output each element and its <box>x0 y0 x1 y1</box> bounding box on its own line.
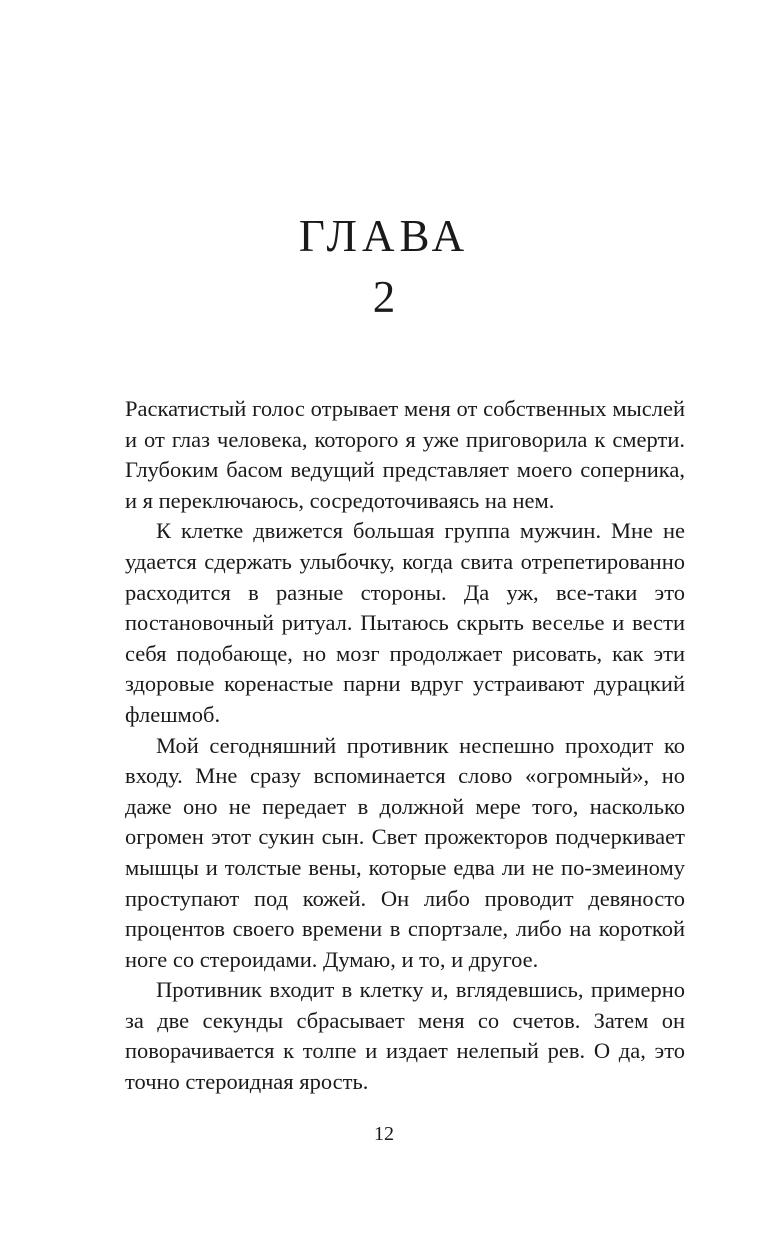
paragraph-2: К клетке движется большая группа мужчин. Мне не удается сдержать улыбочку, когда свита отрепетированно расходится в разные стороны. Да уж, все-таки это постановочный ритуал. Пытаюсь скрыть веселье и вести себя подобающе, но мозг продолжает рисовать, как эти здоровые коренастые парни вдруг устраивают дурацкий флешмоб. <box>125 518 685 727</box>
paragraph-1: Раскатистый голос отрывает меня от собственных мыслей и от глаз человека, которого я уже приговорила к смерти. Глубоким басом ведущий представляет моего соперника, и я переключаюсь, сосредоточиваясь на нем. <box>125 396 685 513</box>
chapter-number: 2 <box>372 272 396 322</box>
chapter-heading <box>0 208 768 325</box>
paragraph-4: Противник входит в клетку и, вглядевшись, примерно за две секунды сбрасывает меня со счетов. Затем он поворачивается к толпе и издает нелепый рев. О да, это точно стероидная ярость. <box>125 977 685 1095</box>
page-number: 12 <box>374 1123 394 1145</box>
chapter-label: ГЛАВА <box>298 211 470 261</box>
chapter-body <box>125 394 685 1098</box>
paragraph-3: Мой сегодняшний противник неспешно проходит ко входу. Мне сразу вспоминается слово «огромный», но даже оно не передает в должной мере того, насколько огромен этот сукин сын. Свет прожекторов подчеркивает мышцы и толстые вены, которые едва ли не по-змеиному проступают под кожей. Он либо проводит девяносто процентов своего времени в спортзале, либо на короткой ноге со стероидами. Думаю, и то, и другое. <box>125 732 685 972</box>
